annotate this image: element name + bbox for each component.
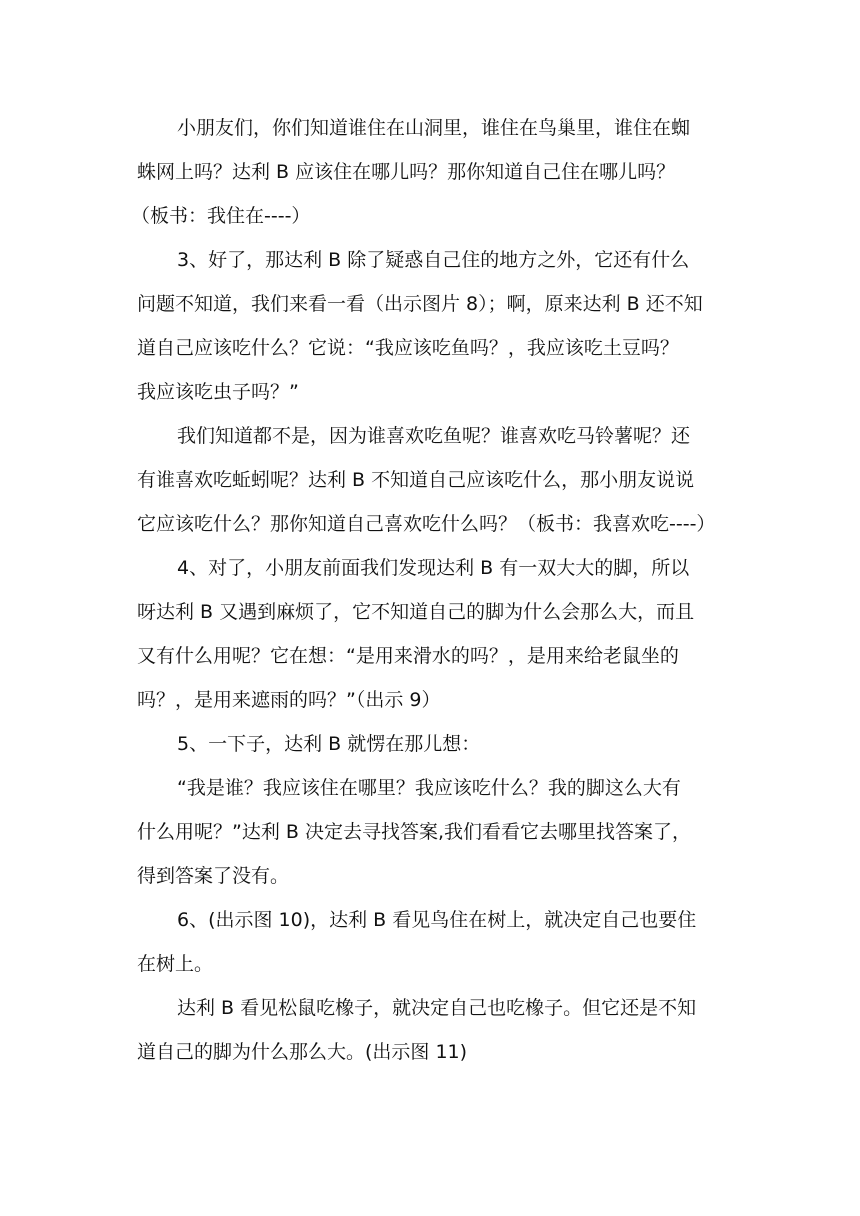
document-body	[131, 106, 727, 1074]
text-line: 我应该吃虫子吗？”	[137, 381, 299, 403]
text-line: 小朋友们，你们知道谁住在山洞里，谁住在鸟巢里，谁住在蜘	[177, 117, 691, 139]
text-line: （板书：我住在----）	[131, 205, 311, 227]
paragraph-8	[137, 986, 727, 1074]
text-line: 又有什么用呢？它在想：“是用来滑水的吗？，是用来给老鼠坐的	[137, 645, 679, 667]
text-line: 道自己应该吃什么？它说：“我应该吃鱼吗？，我应该吃土豆吗？	[137, 337, 679, 359]
text-line: 它应该吃什么？那你知道自己喜欢吃什么吗？（板书：我喜欢吃----）	[137, 513, 716, 535]
text-line: 蛛网上吗？达利 B 应该住在哪儿吗？那你知道自己住在哪儿吗？	[137, 161, 676, 183]
text-line: 吗？，是用来遮雨的吗？”（出示 9）	[137, 689, 441, 711]
text-line: 什么用呢？”达利 B 决定去寻找答案,我们看看它去哪里找答案了，	[137, 821, 691, 843]
text-line: 在树上。	[137, 953, 214, 975]
text-line: 呀达利 B 又遇到麻烦了，它不知道自己的脚为什么会那么大，而且	[137, 601, 695, 623]
text-line: 道自己的脚为什么那么大。(出示图 11)	[137, 1041, 468, 1063]
paragraph-6	[137, 766, 727, 898]
text-line: 问题不知道，我们来看一看（出示图片 8）；啊，原来达利 B 还不知	[137, 293, 703, 315]
paragraph-3	[137, 414, 727, 546]
paragraph-2	[137, 238, 727, 414]
paragraph-5	[137, 722, 727, 766]
paragraph-1	[131, 106, 727, 238]
text-line: 得到答案了没有。	[137, 865, 290, 887]
text-line: 有谁喜欢吃蚯蚓呢？达利 B 不知道自己应该吃什么，那小朋友说说	[137, 469, 695, 491]
text-line: 达利 B 看见松鼠吃橡子，就决定自己也吃橡子。但它还是不知	[177, 997, 697, 1019]
text-line: 6、(出示图 10)，达利 B 看见鸟住在树上，就决定自己也要住	[177, 909, 697, 931]
text-line: 3、好了，那达利 B 除了疑惑自己住的地方之外，它还有什么	[177, 249, 690, 271]
text-line: 5、一下子，达利 B 就愣在那儿想：	[177, 733, 481, 755]
paragraph-7	[137, 898, 727, 986]
text-line: “我是谁？我应该住在哪里？我应该吃什么？我的脚这么大有	[177, 777, 681, 799]
paragraph-4	[137, 546, 727, 722]
text-line: 我们知道都不是，因为谁喜欢吃鱼呢？谁喜欢吃马铃薯呢？还	[177, 425, 691, 447]
text-line: 4、对了，小朋友前面我们发现达利 B 有一双大大的脚，所以	[177, 557, 690, 579]
